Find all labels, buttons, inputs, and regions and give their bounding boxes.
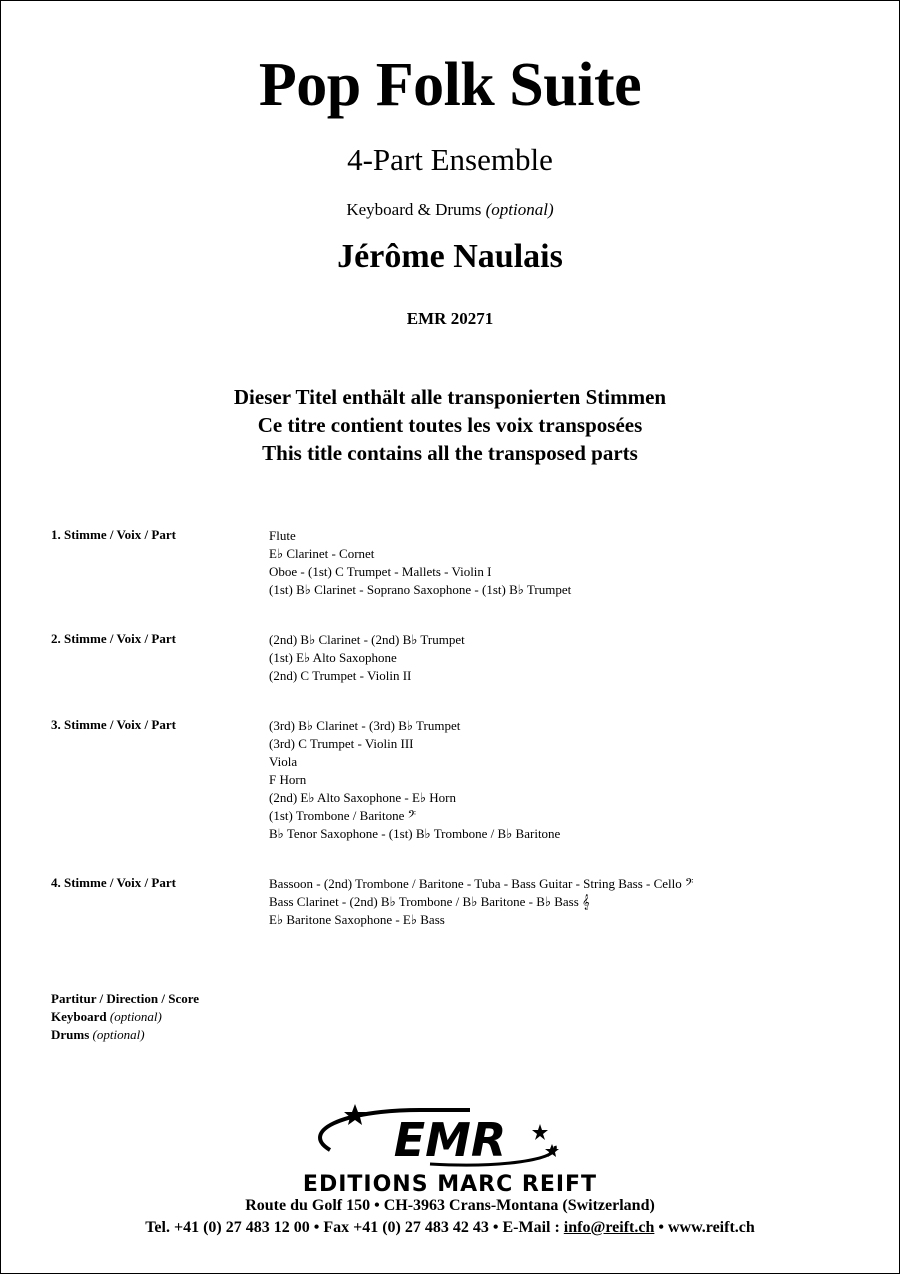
part-instruments — [269, 631, 465, 685]
contact-phone-fax: Tel. +41 (0) 27 483 12 00 • Fax +41 (0) 27 483 42 43 • E-Mail : — [145, 1219, 564, 1236]
logo-star-icon — [344, 1104, 366, 1125]
instrument-line: Flute — [269, 528, 296, 543]
website-text: • www.reift.ch — [654, 1219, 755, 1236]
part-instruments — [269, 717, 560, 843]
score-label: Partitur / Direction / Score — [51, 991, 200, 1006]
notice-line: This title contains all the transposed parts — [262, 441, 638, 465]
score-item — [51, 990, 199, 1008]
instrument-line: (2nd) C Trumpet - Violin II — [269, 668, 412, 683]
instrumentation — [0, 200, 900, 220]
instrument-line: Bass Clarinet - (2nd) B♭ Trombone / B♭ Baritone - B♭ Bass 𝄞 — [269, 894, 590, 909]
subtitle: 4-Part Ensemble — [347, 142, 553, 177]
instrument-line: E♭ Baritone Saxophone - E♭ Bass — [269, 912, 445, 927]
keyboard-note: (optional) — [109, 1009, 162, 1024]
instrument-line: (3rd) C Trumpet - Violin III — [269, 736, 414, 751]
drums-item — [51, 1026, 199, 1044]
drums-label: Drums — [51, 1027, 90, 1042]
publisher-name: EDITIONS MARC REIFT — [302, 1172, 598, 1197]
instrument-line: B♭ Tenor Saxophone - (1st) B♭ Trombone / B♭ Baritone — [269, 826, 561, 841]
logo-star-icon — [532, 1124, 548, 1140]
notice-line: Dieser Titel enthält alle transponierten Stimmen — [233, 385, 667, 409]
catalog-number: EMR 20271 — [406, 309, 494, 328]
notice-line: Ce titre contient toutes les voix transposées — [257, 413, 643, 437]
instrument-line: (1st) Trombone / Baritone 𝄢 — [269, 808, 417, 823]
composer: Jérôme Naulais — [337, 238, 563, 275]
part-label: 3. Stimme / Voix / Part — [51, 717, 176, 732]
instrument-line: (2nd) B♭ Clarinet - (2nd) B♭ Trumpet — [269, 632, 465, 647]
part-label: 2. Stimme / Voix / Part — [51, 631, 176, 646]
instrument-line: (1st) E♭ Alto Saxophone — [269, 650, 397, 665]
part-label: 1. Stimme / Voix / Part — [51, 527, 176, 542]
instrument-line: (1st) B♭ Clarinet - Soprano Saxophone - (1st) B♭ Trumpet — [269, 582, 572, 597]
logo-text: EMR — [393, 1113, 507, 1167]
publisher-contact — [0, 1219, 900, 1237]
email-link[interactable]: info@reift.ch — [563, 1219, 655, 1236]
instrument-line: (2nd) E♭ Alto Saxophone - E♭ Horn — [269, 790, 457, 805]
keyboard-item — [51, 1008, 199, 1026]
instrument-line: Bassoon - (2nd) Trombone / Baritone - Tuba - Bass Guitar - String Bass - Cello 𝄢 — [269, 876, 694, 891]
instrument-line: F Horn — [269, 772, 307, 787]
instrument-line: Viola — [269, 754, 298, 769]
instrument-line: (3rd) B♭ Clarinet - (3rd) B♭ Trumpet — [269, 718, 461, 733]
drums-note: (optional) — [92, 1027, 145, 1042]
publisher-address: Route du Golf 150 • CH-3963 Crans-Montana (Switzerland) — [245, 1197, 655, 1214]
instrumentation-text: Keyboard & Drums — [346, 200, 482, 219]
page-title: Pop Folk Suite — [258, 51, 642, 119]
instrumentation-note: (optional) — [485, 200, 554, 219]
instrument-line: E♭ Clarinet - Cornet — [269, 546, 375, 561]
extras-list — [51, 990, 199, 1044]
emr-logo — [0, 1102, 900, 1172]
part-instruments — [269, 875, 693, 929]
keyboard-label: Keyboard — [51, 1009, 107, 1024]
part-instruments — [269, 527, 571, 599]
instrument-line: Oboe - (1st) C Trumpet - Mallets - Violin I — [269, 564, 492, 579]
part-label: 4. Stimme / Voix / Part — [51, 875, 176, 890]
transposed-notice — [0, 383, 900, 467]
